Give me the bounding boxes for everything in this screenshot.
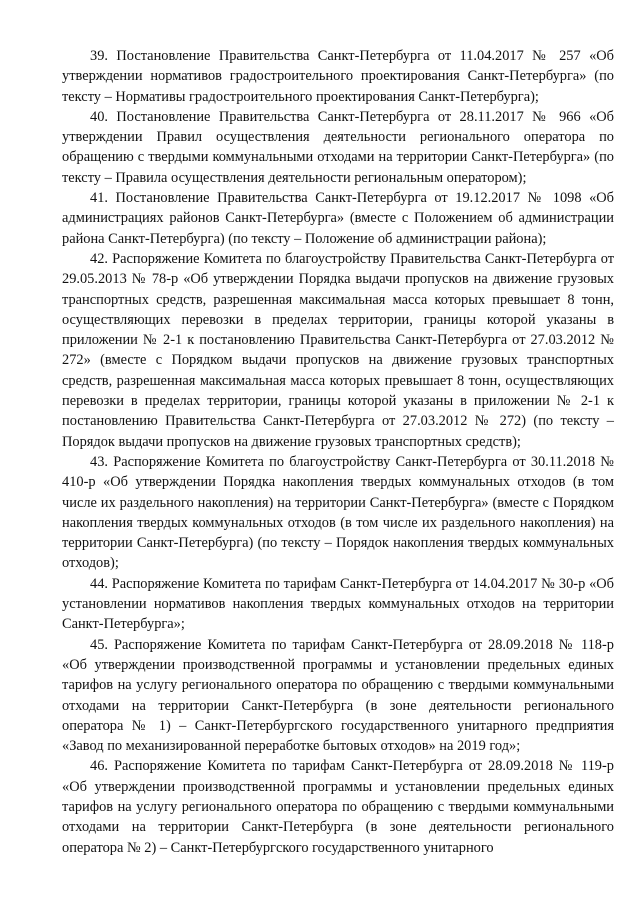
list-item-41: 41. Постановление Правительства Санкт-Петербурга от 19.12.2017 № 1098 «Об администрациях районов Санкт-Петербурга» (вместе с Положением об администрации района Санкт-Петербурга) (по тексту – Положение об администрации района); bbox=[62, 190, 614, 247]
list-item-42: 42. Распоряжение Комитета по благоустройству Правительства Санкт-Петербурга от 29.05.2013 № 78-р «Об утверждении Порядка выдачи пропусков на движение грузовых транспортных средств, разрешенная максимальная масса которых превышает 8 тонн, осуществляющих перевозки в пределах территории, границы которой указаны в приложении № 2-1 к постановлению Правительства Санкт-Петербурга от 27.03.2012 № 272» (вместе с Порядком выдачи пропусков на движение грузовых транспортных средств, разрешенная максимальная масса которых превышает 8 тонн, осуществляющих перевозки в пределах территории, границы которой указаны в приложении № 2-1 к постановлению Правительства Санкт-Петербурга от 27.03.2012 № 272) (по тексту – Порядок выдачи пропусков на движение грузовых транспортных средств); bbox=[62, 250, 614, 450]
list-item-40: 40. Постановление Правительства Санкт-Петербурга от 28.11.2017 № 966 «Об утверждении Правил осуществления деятельности регионального оператора по обращению с твердыми коммунальными отходами на территории Санкт-Петербурга» (по тексту – Правила осуществления деятельности региональным оператором); bbox=[62, 108, 614, 186]
list-item-45: 45. Распоряжение Комитета по тарифам Санкт-Петербурга от 28.09.2018 № 118-р «Об утверждении производственной программы и установлении предельных единых тарифов на услугу регионального оператора по обращению с твердыми коммунальными отходами на территории Санкт-Петербурга (в зоне деятельности регионального оператора № 1) – Санкт-Петербургского государственного унитарного предприятия «Завод по механизированной переработке бытовых отходов» на 2019 год»; bbox=[62, 636, 614, 755]
list-item-39: 39. Постановление Правительства Санкт-Петербурга от 11.04.2017 № 257 «Об утверждении нормативов градостроительного проектирования Санкт-Петербурга» (по тексту – Нормативы градостроительного проектирования Санкт-Петербурга); bbox=[62, 48, 614, 105]
document-page bbox=[62, 46, 614, 858]
list-item-44: 44. Распоряжение Комитета по тарифам Санкт-Петербурга от 14.04.2017 № 30-р «Об установлении нормативов накопления твердых коммунальных отходов на территории Санкт-Петербурга»; bbox=[62, 575, 614, 633]
list-item-46: 46. Распоряжение Комитета по тарифам Санкт-Петербурга от 28.09.2018 № 119-р «Об утверждении производственной программы и установлении предельных единых тарифов на услугу регионального оператора по обращению с твердыми коммунальными отходами на территории Санкт-Петербурга (в зоне деятельности регионального оператора № 2) – Санкт-Петербургского государственного унитарного bbox=[62, 758, 614, 856]
list-item-43: 43. Распоряжение Комитета по благоустройству Санкт-Петербурга от 30.11.2018 № 410-р «Об утверждении Порядка накопления твердых коммунальных отходов (в том числе их раздельного накопления) на территории Санкт-Петербурга» (вместе с Порядком накопления твердых коммунальных отходов (в том числе их раздельного накопления) на территории Санкт-Петербурга) (по тексту – Порядок накопления твердых коммунальных отходов); bbox=[62, 453, 614, 572]
